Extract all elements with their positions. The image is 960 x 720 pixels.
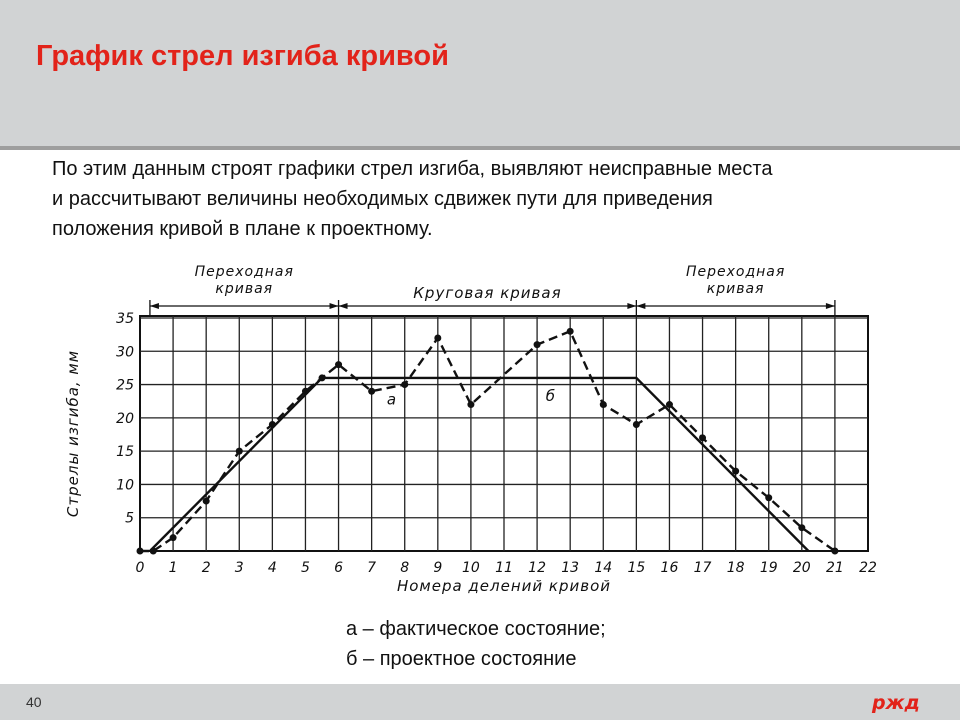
data-point xyxy=(732,468,739,475)
body-line: и рассчитывают величины необходимых сдвижек пути для приведения xyxy=(52,188,713,210)
x-tick-label: 10 xyxy=(461,560,480,576)
legend xyxy=(346,614,606,674)
x-tick-label: 5 xyxy=(300,560,310,576)
x-tick-label: 2 xyxy=(201,560,211,576)
section-label: кривая xyxy=(215,281,274,297)
data-point xyxy=(534,341,541,348)
data-point xyxy=(368,388,375,395)
section-label: Переходная xyxy=(194,264,294,280)
data-point xyxy=(600,401,607,408)
x-tick-label: 22 xyxy=(859,560,877,576)
body-line: положения кривой в плане к проектному. xyxy=(52,218,433,240)
y-tick-label: 35 xyxy=(116,311,134,327)
y-axis-title: Стрелы изгиба, мм xyxy=(64,349,82,518)
header-bar xyxy=(0,0,960,146)
y-tick-label: 5 xyxy=(125,510,134,527)
section-label: Круговая кривая xyxy=(413,284,562,302)
data-point xyxy=(170,534,177,541)
rzd-logo-icon xyxy=(870,690,930,714)
data-point xyxy=(765,494,772,501)
svg-text:ржд: ржд xyxy=(872,692,920,714)
body-text xyxy=(52,154,932,244)
section-arrow-left xyxy=(339,303,348,309)
data-point xyxy=(567,328,574,335)
page-number: 40 xyxy=(26,694,42,710)
section-arrow-right xyxy=(826,303,835,309)
x-tick-label: 15 xyxy=(627,560,646,576)
x-tick-label: 20 xyxy=(792,560,811,576)
series-annotation: а xyxy=(386,390,397,409)
x-tick-label: 19 xyxy=(759,560,778,576)
section-arrow-right xyxy=(627,303,636,309)
x-tick-label: 9 xyxy=(433,560,443,576)
section-arrow-left xyxy=(636,303,645,309)
x-tick-label: 12 xyxy=(528,560,547,576)
section-label: Переходная xyxy=(685,264,786,280)
deflection-chart xyxy=(64,256,890,608)
x-tick-label: 7 xyxy=(367,560,377,576)
data-point xyxy=(236,448,243,455)
data-point xyxy=(203,498,210,505)
data-point xyxy=(666,401,673,408)
x-tick-label: 3 xyxy=(234,560,244,576)
data-point xyxy=(434,334,441,341)
y-tick-label: 10 xyxy=(116,477,134,494)
data-point xyxy=(798,524,805,531)
x-tick-label: 21 xyxy=(825,560,844,576)
data-point xyxy=(633,421,640,428)
body-line: По этим данным строят графики стрел изгиба, выявляют неисправные места xyxy=(52,158,773,180)
data-point xyxy=(699,434,706,441)
x-tick-label: 13 xyxy=(561,560,580,576)
slide-title: График стрел изгиба кривой xyxy=(36,40,449,72)
y-tick-label: 15 xyxy=(116,444,134,461)
section-arrow-right xyxy=(330,303,339,309)
legend-item-a: а – фактическое состояние; xyxy=(346,618,606,640)
data-point xyxy=(137,548,144,555)
x-tick-label: 11 xyxy=(495,560,513,576)
data-point xyxy=(467,401,474,408)
x-tick-label: 6 xyxy=(334,560,344,576)
section-arrow-left xyxy=(150,303,159,309)
legend-item-b: б – проектное состояние xyxy=(346,648,577,670)
x-tick-label: 0 xyxy=(135,560,145,576)
footer-bar xyxy=(0,684,960,720)
x-tick-label: 4 xyxy=(267,560,277,576)
x-axis-title: Номера делений кривой xyxy=(396,577,612,595)
x-tick-label: 8 xyxy=(400,560,410,576)
section-label: кривая xyxy=(706,281,765,297)
data-point xyxy=(335,361,342,368)
data-point xyxy=(401,381,408,388)
x-tick-label: 18 xyxy=(726,560,745,576)
y-tick-label: 25 xyxy=(116,377,134,394)
y-tick-label: 30 xyxy=(116,344,134,361)
y-tick-label: 20 xyxy=(116,410,134,427)
series-line-б xyxy=(150,378,809,551)
x-tick-label: 16 xyxy=(660,560,679,576)
x-tick-label: 14 xyxy=(594,560,613,576)
x-tick-label: 1 xyxy=(168,560,178,576)
series-annotation: б xyxy=(545,387,555,406)
header-divider xyxy=(0,146,960,150)
data-point xyxy=(831,548,838,555)
x-tick-label: 17 xyxy=(693,560,712,576)
